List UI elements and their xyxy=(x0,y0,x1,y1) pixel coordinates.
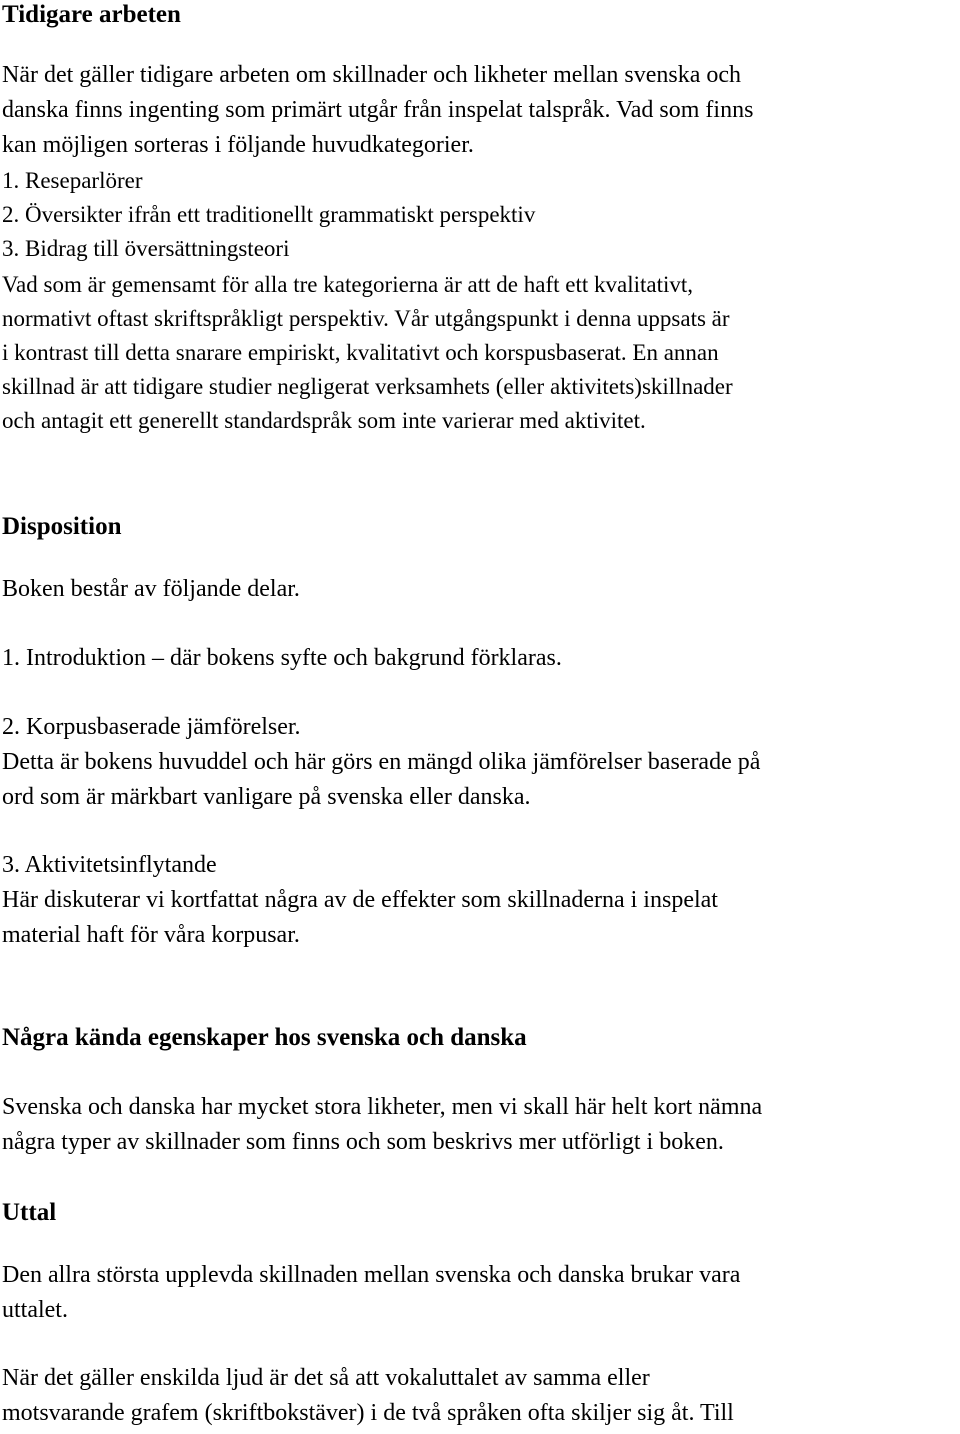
list-item: 3. Bidrag till översättningsteori xyxy=(2,236,290,261)
paragraph-line: Den allra största upplevda skillnaden mellan svenska och danska brukar vara xyxy=(2,1262,741,1288)
section-heading-uttal: Uttal xyxy=(2,1199,57,1226)
paragraph-line: När det gäller enskilda ljud är det så att vokaluttalet av samma eller xyxy=(2,1365,650,1391)
paragraph-line: i kontrast till detta snarare empiriskt, kvalitativt och korspusbaserat. En annan xyxy=(2,340,719,365)
disposition-item-title: 3. Aktivitetsinflytande xyxy=(2,852,217,878)
disposition-item-title: 2. Korpusbaserade jämförelser. xyxy=(2,714,301,740)
paragraph-line: Boken består av följande delar. xyxy=(2,576,300,602)
section-heading-tidigare-arbeten: Tidigare arbeten xyxy=(2,1,181,28)
paragraph-line: motsvarande grafem (skriftbokstäver) i de två språken ofta skiljer sig åt. Till xyxy=(2,1400,734,1426)
paragraph-line: När det gäller tidigare arbeten om skillnader och likheter mellan svenska och xyxy=(2,62,742,88)
paragraph-line: danska finns ingenting som primärt utgår från inspelat talspråk. Vad som finns xyxy=(2,97,754,123)
paragraph-line: Vad som är gemensamt för alla tre kategorierna är att de haft ett kvalitativt, xyxy=(2,272,693,297)
section-heading-disposition: Disposition xyxy=(2,513,122,540)
list-item: 1. Reseparlörer xyxy=(2,168,143,193)
paragraph-line: och antagit ett generellt standardspråk som inte varierar med aktivitet. xyxy=(2,408,646,433)
paragraph-line: material haft för våra korpusar. xyxy=(2,922,300,948)
paragraph-line: Här diskuterar vi kortfattat några av de effekter som skillnaderna i inspelat xyxy=(2,887,718,913)
list-item: 2. Översikter ifrån ett traditionellt grammatiskt perspektiv xyxy=(2,202,536,227)
paragraph-line: Svenska och danska har mycket stora likheter, men vi skall här helt kort nämna xyxy=(2,1094,763,1120)
disposition-item-title: 1. Introduktion – där bokens syfte och bakgrund förklaras. xyxy=(2,645,562,671)
paragraph-line: några typer av skillnader som finns och som beskrivs mer utförligt i boken. xyxy=(2,1129,724,1155)
paragraph-line: ord som är märkbart vanligare på svenska eller danska. xyxy=(2,784,531,810)
paragraph-line: uttalet. xyxy=(2,1297,68,1323)
paragraph-line: Detta är bokens huvuddel och här görs en mängd olika jämförelser baserade på xyxy=(2,749,761,775)
paragraph-line: kan möjligen sorteras i följande huvudkategorier. xyxy=(2,132,474,158)
paragraph-line: normativt oftast skriftspråkligt perspektiv. Vår utgångspunkt i denna uppsats är xyxy=(2,306,730,331)
paragraph-line: skillnad är att tidigare studier negligerat verksamhets (eller aktivitets)skillnader xyxy=(2,374,733,399)
document-page xyxy=(2,0,958,1434)
section-heading-egenskaper: Några kända egenskaper hos svenska och danska xyxy=(2,1024,527,1051)
